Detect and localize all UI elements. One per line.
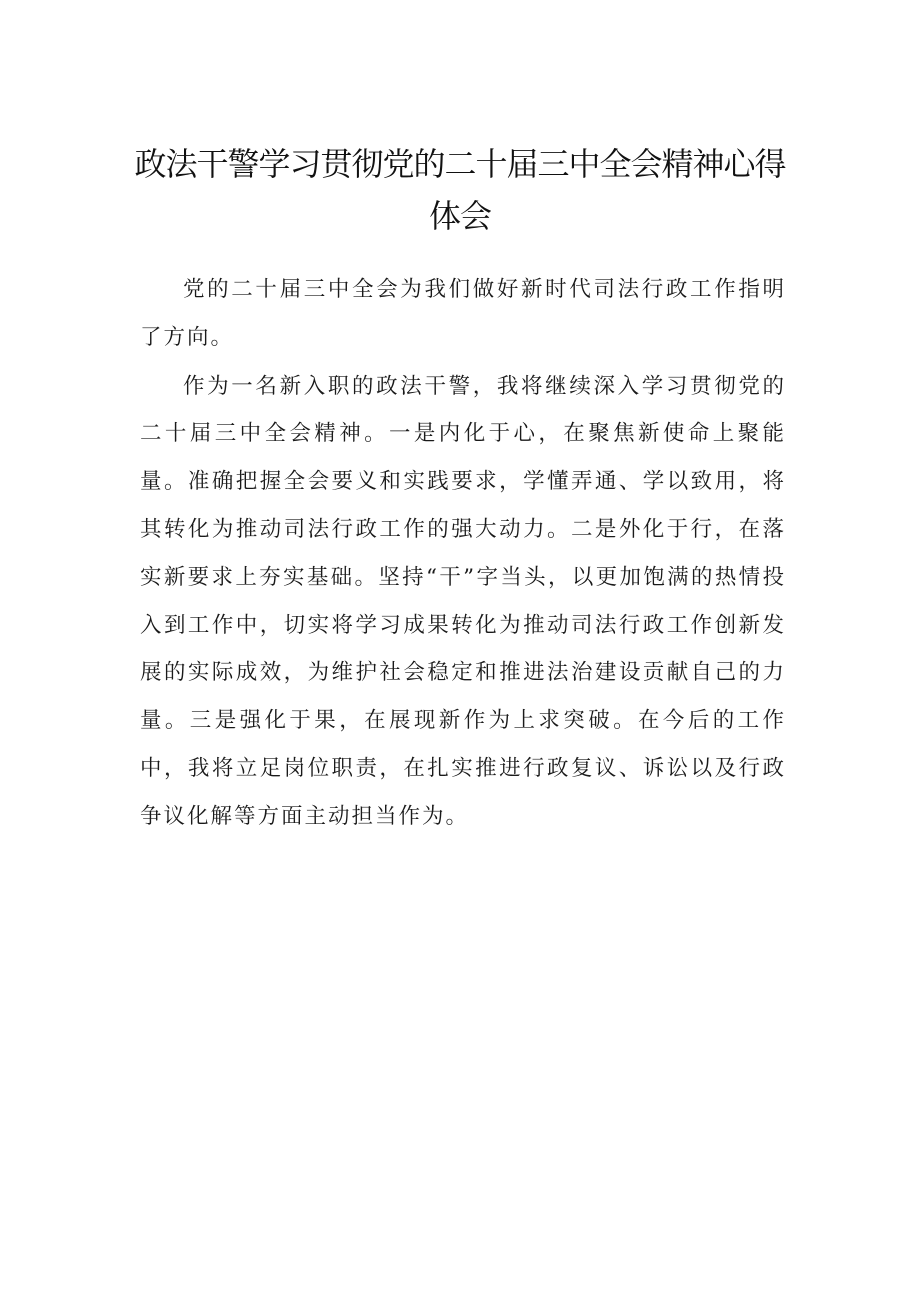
document-body <box>140 266 786 842</box>
paragraph-2: 作为一名新入职的政法干警，我将继续深入学习贯彻党的二十届三中全会精神。一是内化于心，在聚焦新使命上聚能量。准确把握全会要义和实践要求，学懂弄通、学以致用，将其转化为推动司法行政工作的强大动力。二是外化于行，在落实新要求上夯实基础。坚持“干”字当头，以更加饱满的热情投入到工作中，切实将学习成果转化为推动司法行政工作创新发展的实际成效，为维护社会稳定和推进法治建设贡献自己的力量。三是强化于果，在展现新作为上求突破。在今后的工作中，我将立足岗位职责，在扎实推进行政复议、诉讼以及行政争议化解等方面主动担当作为。 <box>140 373 786 829</box>
paragraph-1: 党的二十届三中全会为我们做好新时代司法行政工作指明了方向。 <box>140 277 786 350</box>
document-title: 政法干警学习贯彻党的二十届三中全会精神心得体会 <box>134 145 786 235</box>
